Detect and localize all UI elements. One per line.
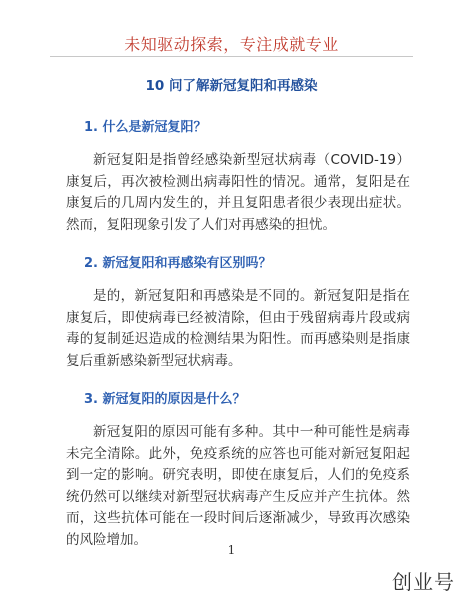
section-heading-1: 1. 什么是新冠复阳？ xyxy=(84,120,207,135)
section-heading-2: 2. 新冠复阳和再感染有区别吗？ xyxy=(84,256,272,271)
watermark-logo: 创业号 xyxy=(392,570,455,594)
section-heading-3: 3. 新冠复阳的原因是什么？ xyxy=(84,392,246,407)
section-body-2: 是的，新冠复阳和再感染是不同的。新冠复阳是指在康复后，即使病毒已经被清除，但由于残留病毒片段或病毒的复制延迟造成的检测结果为阳性。而再感染则是指康复后重新感染新型冠状病毒。 xyxy=(66,288,410,369)
header-divider xyxy=(50,56,413,57)
section-body-3: 新冠复阳的原因可能有多种。其中一种可能性是病毒未完全清除。此外，免疫系统的应答也可能对新冠复阳起到一定的影响。研究表明，即使在康复后，人们的免疫系统仍然可以继续对新型冠状病毒产生反应并产生抗体。然而，这些抗体可能在一段时间后逐渐减少，导致再次感染的风险增加。 xyxy=(66,424,410,548)
header-tagline: 未知驱动探索，专注成就专业 xyxy=(124,35,339,54)
document-title: 10 问了解新冠复阳和再感染 xyxy=(145,78,318,94)
page-number: 1 xyxy=(227,543,236,557)
section-body-1: 新冠复阳是指曾经感染新型冠状病毒（COVID-19）康复后，再次被检测出病毒阳性的情况。通常，复阳是在康复后的几周内发生的，并且复阳患者很少表现出症状。然而，复阳现象引发了人们对再感染的担忧。 xyxy=(66,152,410,233)
